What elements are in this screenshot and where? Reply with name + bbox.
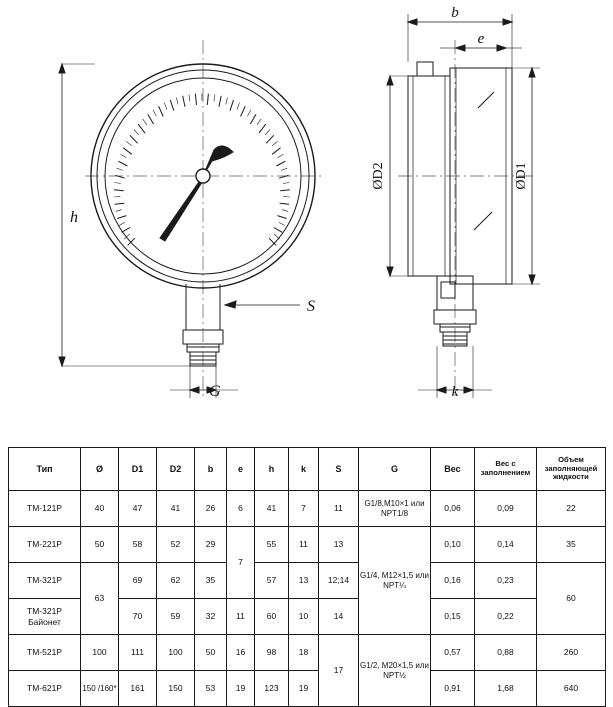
table-row bbox=[9, 527, 606, 563]
col-e: e bbox=[227, 448, 255, 491]
cell-d1: 111 bbox=[119, 635, 157, 671]
cell-e: 6 bbox=[227, 491, 255, 527]
cell-weight: 0,06 bbox=[431, 491, 475, 527]
cell-weight: 0,16 bbox=[431, 563, 475, 599]
col-k: k bbox=[289, 448, 319, 491]
cell-h: 41 bbox=[255, 491, 289, 527]
col-d2: D2 bbox=[157, 448, 195, 491]
cell-k: 18 bbox=[289, 635, 319, 671]
cell-h: 123 bbox=[255, 671, 289, 707]
cell-d2: 41 bbox=[157, 491, 195, 527]
cell-s: 11 bbox=[319, 491, 359, 527]
cell-type: ТМ-121Р bbox=[9, 491, 81, 527]
cell-h: 60 bbox=[255, 599, 289, 635]
specifications-table bbox=[8, 447, 606, 707]
cell-weight: 0,10 bbox=[431, 527, 475, 563]
cell-d1: 70 bbox=[119, 599, 157, 635]
cell-diameter: 100 bbox=[81, 635, 119, 671]
cell-diameter: 63 bbox=[81, 563, 119, 635]
dimension-h bbox=[59, 64, 190, 366]
gauge-minor-ticks bbox=[114, 93, 290, 239]
cell-k: 11 bbox=[289, 527, 319, 563]
table-header-row bbox=[9, 448, 606, 491]
cell-volume: 22 bbox=[537, 491, 606, 527]
cell-h: 55 bbox=[255, 527, 289, 563]
cell-weight-filled: 0,22 bbox=[475, 599, 537, 635]
leader-S bbox=[225, 301, 300, 308]
label-S: S bbox=[307, 298, 315, 315]
dimension-G bbox=[170, 366, 238, 398]
cell-diameter: 40 bbox=[81, 491, 119, 527]
cell-d1: 69 bbox=[119, 563, 157, 599]
cell-weight-filled: 1,68 bbox=[475, 671, 537, 707]
cell-type: ТМ-621Р bbox=[9, 671, 81, 707]
cell-b: 32 bbox=[195, 599, 227, 635]
cell-d1: 47 bbox=[119, 491, 157, 527]
cell-d2: 100 bbox=[157, 635, 195, 671]
cell-weight: 0,57 bbox=[431, 635, 475, 671]
label-D1: ØD1 bbox=[514, 162, 529, 190]
table-row bbox=[9, 671, 606, 707]
cell-k: 13 bbox=[289, 563, 319, 599]
cell-d2: 59 bbox=[157, 599, 195, 635]
col-g: G bbox=[359, 448, 431, 491]
col-diameter: Ø bbox=[81, 448, 119, 491]
label-e: e bbox=[477, 31, 485, 47]
label-h: h bbox=[70, 209, 78, 226]
cell-weight: 0,15 bbox=[431, 599, 475, 635]
cell-b: 53 bbox=[195, 671, 227, 707]
table-row bbox=[9, 563, 606, 599]
cell-weight-filled: 0,09 bbox=[475, 491, 537, 527]
label-G: G bbox=[209, 383, 221, 400]
cell-b: 26 bbox=[195, 491, 227, 527]
cell-g: G1/2, M20×1,5 или NPT½ bbox=[359, 635, 431, 707]
cell-k: 7 bbox=[289, 491, 319, 527]
col-volume: Объем заполняющей жидкости bbox=[537, 448, 606, 491]
cell-volume: 640 bbox=[537, 671, 606, 707]
cell-e: 19 bbox=[227, 671, 255, 707]
table-row bbox=[9, 635, 606, 671]
cell-h: 57 bbox=[255, 563, 289, 599]
cell-k: 10 bbox=[289, 599, 319, 635]
cell-type: ТМ-321Р Байонет bbox=[9, 599, 81, 635]
col-weight-filled: Вес с заполнением bbox=[475, 448, 537, 491]
cell-h: 98 bbox=[255, 635, 289, 671]
cell-volume: 35 bbox=[537, 527, 606, 563]
label-b: b bbox=[451, 5, 459, 21]
cell-e: 7 bbox=[227, 527, 255, 599]
cell-volume: 260 bbox=[537, 635, 606, 671]
cell-weight-filled: 0,23 bbox=[475, 563, 537, 599]
cell-volume: 60 bbox=[537, 563, 606, 635]
label-k: k bbox=[451, 384, 459, 400]
cell-s: 14 bbox=[319, 599, 359, 635]
cell-g: G1/4, M12×1,5 или NPT¼ bbox=[359, 527, 431, 635]
cell-weight-filled: 0,14 bbox=[475, 527, 537, 563]
specifications-table-wrapper bbox=[8, 447, 605, 707]
table-row bbox=[9, 491, 606, 527]
col-s: S bbox=[319, 448, 359, 491]
cell-k: 19 bbox=[289, 671, 319, 707]
cell-d1: 161 bbox=[119, 671, 157, 707]
cell-s: 17 bbox=[319, 635, 359, 707]
cell-g: G1/8,M10×1 или NPT1/8 bbox=[359, 491, 431, 527]
cell-s: 12;14 bbox=[319, 563, 359, 599]
cell-weight: 0,91 bbox=[431, 671, 475, 707]
cell-d1: 58 bbox=[119, 527, 157, 563]
col-weight: Вес bbox=[431, 448, 475, 491]
col-d1: D1 bbox=[119, 448, 157, 491]
cell-diameter: 150 /160* bbox=[81, 671, 119, 707]
col-b: b bbox=[195, 448, 227, 491]
cell-b: 50 bbox=[195, 635, 227, 671]
cell-weight-filled: 0,88 bbox=[475, 635, 537, 671]
cell-type: ТМ-321Р bbox=[9, 563, 81, 599]
gauge-pointer bbox=[160, 146, 233, 241]
label-D2: ØD2 bbox=[371, 162, 386, 190]
cell-d2: 150 bbox=[157, 671, 195, 707]
cell-type: ТМ-521Р bbox=[9, 635, 81, 671]
cell-diameter: 50 bbox=[81, 527, 119, 563]
cell-d2: 52 bbox=[157, 527, 195, 563]
cell-s: 13 bbox=[319, 527, 359, 563]
cell-d2: 62 bbox=[157, 563, 195, 599]
cell-b: 29 bbox=[195, 527, 227, 563]
dimension-b bbox=[408, 14, 512, 68]
cell-b: 35 bbox=[195, 563, 227, 599]
cell-e: 11 bbox=[227, 599, 255, 635]
cell-e: 16 bbox=[227, 635, 255, 671]
side-vent-top bbox=[417, 62, 433, 76]
col-h: h bbox=[255, 448, 289, 491]
cell-type: ТМ-221Р bbox=[9, 527, 81, 563]
col-type: Тип bbox=[9, 448, 81, 491]
